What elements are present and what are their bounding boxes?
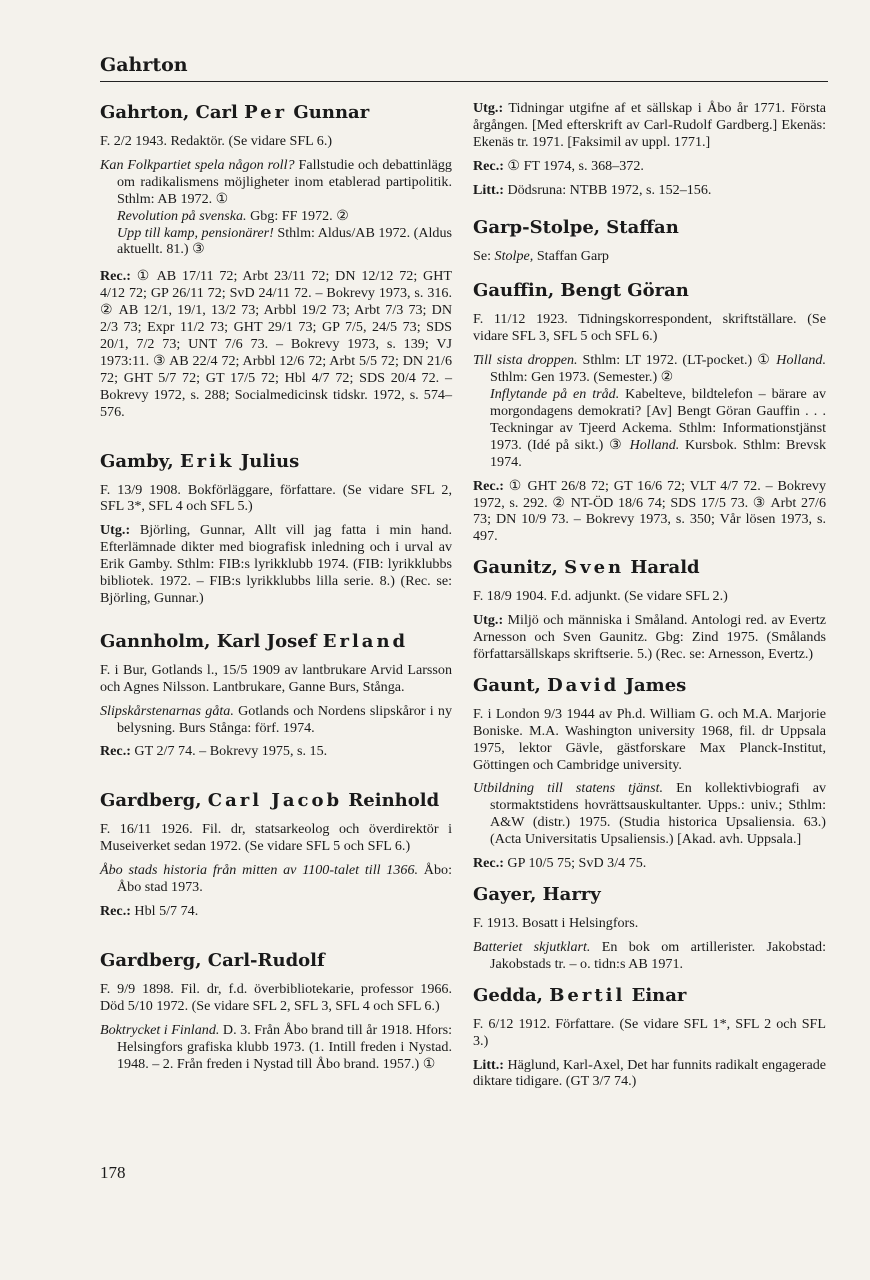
editor-label: Utg.:: [100, 522, 131, 539]
work-title: Batteriet skjutklart.: [473, 938, 591, 955]
entry-name: [100, 451, 452, 473]
work-title: Utbildning till statens tjänst.: [473, 780, 664, 797]
works: [100, 703, 452, 737]
works: [473, 352, 826, 470]
bio: F. 6/12 1912. Författare. (Se vidare SFL 1*, SFL 2 och SFL 3.): [473, 1015, 826, 1049]
entry-gardberg-carl-rudolf: [100, 950, 452, 1073]
work-details: Sthlm: Gen 1973. (Semester.) ②: [490, 369, 674, 386]
bio: F. 18/9 1904. F.d. adjunkt. (Se vidare SFL 2.): [473, 588, 728, 605]
editor-text: Björling, Gunnar, Allt vill jag fatta i min hand. Efterlämnade dikter med biografisk inledning och i urval av Erik Gamby. Sthlm: FIB:s lyrikklubb 1974. (FIB: lyrikklubbs bibliotek. 1972. – FIB:s lyrikklubbs lilla serie. 8.) (Rec. se: Björling, Gunnar.): [100, 522, 452, 606]
entry-gamby: [100, 451, 452, 607]
editor-note: [100, 522, 452, 607]
work-title: Boktrycket i Finland.: [100, 1021, 220, 1038]
work-title: Upp till kamp, pensionärer!: [117, 224, 274, 241]
work-details: Kabelteve, bildtelefon – bärare av morgondagens demokrati? [Av] Bengt Göran Gauffin . . . Teckningar av Tjeerd Ackema. Sthlm: Informationstjänst 1973. (Idé på sikt.) ③: [490, 386, 826, 453]
bio: F. 1913. Bosatt i Helsingfors.: [473, 915, 639, 931]
bio: F. 9/9 1898. Fil. dr, f.d. överbibliotekarie, professor 1966. Död 5/10 1972. (Se vidare SFL 2, SFL 3, SFL 4 och SFL 6.): [100, 980, 452, 1014]
work-details: Gotlands och Nordens slipskåror i ny belysning. Burs Stånga: förf. 1974.: [117, 702, 452, 736]
bio: F. 13/9 1908. Bokförläggare, författare. (Se vidare SFL 2, SFL 3*, SFL 4 och SFL 5.): [100, 481, 452, 515]
right-column: [473, 100, 826, 1097]
literature: [473, 1057, 826, 1091]
bio: F. 16/11 1926. Fil. dr, statsarkeolog och överdirektör i Museiverket sedan 1972. (Se vidare SFL 5 och SFL 6.): [100, 821, 452, 855]
bio: F. 11/12 1923. Tidningskorrespondent, skriftställare. (Se vidare SFL 3, SFL 5 och SFL 6.): [473, 311, 826, 345]
literature-text: Häglund, Karl-Axel, Det har funnits radikalt engagerade diktare tidigare. (GT 3/7 74.): [473, 1056, 826, 1090]
name-part: Harald: [624, 557, 700, 579]
reviews-label: Rec.:: [473, 157, 504, 174]
reviews: [473, 478, 826, 546]
reviews: [473, 158, 826, 175]
reviews-text: Hbl 5/7 74.: [130, 903, 199, 919]
literature-label: Litt.:: [473, 181, 504, 198]
reviews: [100, 268, 452, 420]
name-spaced: Sven: [564, 557, 625, 579]
name-part: Julius: [234, 450, 300, 472]
entry-gaunt: [473, 675, 826, 872]
reviews-label: Rec.:: [100, 903, 131, 919]
reviews-label: Rec.:: [100, 743, 131, 760]
works: [473, 939, 826, 973]
entry-name: Gayer, Harry: [473, 884, 601, 905]
entry-garp-stolpe: [473, 217, 826, 265]
work-title: Slipskårstenarnas gåta.: [100, 702, 234, 719]
header-rule: [100, 81, 828, 82]
work-details: Gbg: FF 1972. ②: [246, 207, 349, 224]
works: [100, 862, 452, 896]
entry-name: Gauffin, Bengt Göran: [473, 280, 689, 302]
entry-gaunitz: [473, 557, 826, 663]
work-title: Revolution på svenska.: [117, 207, 247, 224]
name-spaced: David: [547, 674, 620, 696]
bio: F. i London 9/3 1944 av Ph.d. William G. och M.A. Marjorie Boniske. M.A. Washington university 1968, fil. dr Uppsala 1975, lektor Gävle, gästforskare Max Planck-Institut, Göttingen och Cambridge university.: [473, 705, 826, 773]
work-details: Sthlm: LT 1972. (LT-pocket.) ①: [577, 352, 777, 369]
name-part: Reinhold: [342, 790, 440, 812]
name-spaced: Erik: [179, 450, 235, 472]
work-details: Fallstudie och debattinlägg om radikalismens möjligheter inom etablerad partipolitik. Sthlm: AB 1972. ①: [117, 156, 452, 207]
reviews-label: Rec.:: [473, 855, 504, 872]
works: [100, 1022, 452, 1073]
see-target: Stolpe,: [494, 247, 534, 264]
entry-name: Gardberg, Carl-Rudolf: [100, 949, 325, 971]
page-number: 178: [100, 1163, 126, 1182]
name-part: Gaunitz,: [473, 557, 565, 579]
literature-label: Litt.:: [473, 1056, 504, 1073]
work-details: Åbo: Åbo stad 1973.: [117, 862, 452, 896]
work-details: En bok om artillerister. Jakobstad: Jakobstads tr. – o. tidn:s AB 1971.: [490, 938, 826, 972]
work-title: Holland.: [629, 436, 680, 453]
entry-gayer: [473, 884, 826, 973]
entry-gardberg-carl-jacob: [100, 790, 452, 920]
name-part: Gardberg,: [100, 790, 208, 812]
work-details: En kollektivbiografi av stormaktstidens hovrättsauskultanter. Upps.: univ.; Sthlm: A&W (distr.) 1975. (Studia historica Upsaliensia. 63.) (Acta Universitatis Upsaliensis.) [Akad. avh. Uppsala.]: [490, 780, 826, 848]
work-title: Till sista droppen.: [473, 352, 578, 369]
reviews-text: ① AB 17/11 72; Arbt 23/11 72; DN 12/12 72; GHT 4/12 72; GP 26/11 72; SvD 24/11 72. – Bokrevy 1973, s. 316. ② AB 12/1, 19/1, 13/2 73; Arbbl 19/2 73; Arbt 7/3 73; DN 2/3 73; Expr 11/2 73; GHT 29/1 73; GP 7/5, 24/5 73; SDS 20/1, 7/2 73; UNT 7/6 73. – Bokrevy 1973, s. 139; VJ 1973:11. ③ AB 22/4 72; Arbbl 12/6 72; Arbt 5/5 72; DN 21/6 72; GHT 5/7 72; GT 17/5 72; Hbl 4/7 72; SDS 20/4 72. – Bokrevy 1972, s. 288; Socialmedicinsk tidskr. 1972, s. 574–576.: [100, 268, 452, 420]
bio: F. 2/2 1943. Redaktör. (Se vidare SFL 6.): [100, 133, 333, 149]
entry-gahrton: [100, 102, 452, 421]
editor-text: Miljö och människa i Småland. Antologi red. av Evertz Arnesson och Sven Gaunitz. Gbg: Zind 1975. (Smålands författarsällskaps skriftserie. 5.) (Rec. se: Arnesson, Evertz.): [473, 612, 826, 662]
bio: F. i Bur, Gotlands l., 15/5 1909 av lantbrukare Arvid Larsson och Agnes Nilsson. Lantbrukare, Ganne Burs, Stånga.: [100, 661, 452, 695]
reviews-label: Rec.:: [100, 268, 131, 285]
editor-label: Utg.:: [473, 612, 504, 629]
name-spaced: Carl Jacob: [207, 790, 343, 812]
entry-name: [473, 675, 826, 697]
entry-name: [100, 790, 452, 812]
entry-name: [100, 631, 452, 653]
name-spaced: Bertil: [549, 984, 626, 1006]
entry-name: [473, 557, 826, 579]
reviews-text: ① FT 1974, s. 368–372.: [503, 157, 644, 174]
see-label: Se:: [473, 247, 495, 264]
left-column: [100, 100, 452, 1079]
reviews: [100, 903, 452, 920]
entry-name: Garp-Stolpe, Staffan: [473, 216, 679, 238]
work-details: Kursbok. Sthlm: Brevsk 1974.: [490, 436, 826, 470]
name-spaced: Erland: [322, 630, 409, 652]
reviews-text: GP 10/5 75; SvD 3/4 75.: [503, 855, 647, 872]
cross-reference: [473, 248, 826, 265]
name-part: Einar: [625, 984, 687, 1006]
work-title: Åbo stads historia från mitten av 1100-talet till 1366.: [100, 862, 419, 879]
editor-note: [473, 612, 826, 663]
literature-text: Dödsruna: NTBB 1972, s. 152–156.: [503, 181, 712, 198]
reviews-label: Rec.:: [473, 477, 504, 494]
literature: [473, 182, 826, 199]
entry-name: [473, 985, 826, 1007]
work-title: Holland.: [776, 352, 826, 369]
entry-gauffin: [473, 280, 826, 545]
name-part: Gaunt,: [473, 674, 548, 696]
works: [473, 780, 826, 848]
editor-note: [473, 100, 826, 151]
reviews-text: GT 2/7 74. – Bokrevy 1975, s. 15.: [130, 743, 328, 760]
editor-text: Tidningar utgifne af et sällskap i Åbo år 1771. Första årgången. [Med efterskrift av Carl-Rudolf Gardberg.] Ekenäs: Ekenäs tr. 1971. [Faksimil av uppl. 1771.]: [473, 100, 826, 150]
reviews: [473, 855, 826, 872]
entry-gedda: [473, 985, 826, 1091]
reviews-text: ① GHT 26/8 72; GT 16/6 72; VLT 4/7 72. – Bokrevy 1972, s. 292. ② NT-ÖD 18/6 74; SDS 17/5 73. ③ Arbt 27/6 73; DN 10/9 73. – Bokrevy 1973, s. 350; Vår lösen 1973, s. 497.: [473, 477, 826, 545]
work-title: Inflytande på en tråd.: [490, 386, 620, 403]
editor-label: Utg.:: [473, 100, 504, 116]
work-title: Kan Folkpartiet spela någon roll?: [100, 156, 295, 173]
entry-gannholm: [100, 631, 452, 761]
see-target-rest: Staffan Garp: [533, 247, 609, 264]
name-part: James: [619, 674, 687, 696]
entry-name: [100, 102, 452, 124]
name-spaced: Per: [244, 102, 288, 123]
name-part: Gunnar: [287, 102, 370, 123]
works: [100, 157, 452, 258]
name-part: Gahrton, Carl: [100, 102, 245, 123]
reviews: [100, 743, 452, 760]
name-part: Gedda,: [473, 984, 550, 1006]
name-part: Gannholm, Karl Josef: [100, 630, 323, 652]
work-details: Sthlm: Aldus/AB 1972. (Aldus aktuellt. 81.) ③: [117, 224, 452, 258]
name-part: Gamby,: [100, 450, 180, 472]
running-head: Gahrton: [100, 54, 188, 76]
work-details: D. 3. Från Åbo brand till år 1918. Hfors: Helsingfors grafiska klubb 1973. (1. Intill freden i Nystad. 1948. – 2. Från freden i Nystad till Åbo brand. 1957.) ①: [117, 1021, 452, 1072]
